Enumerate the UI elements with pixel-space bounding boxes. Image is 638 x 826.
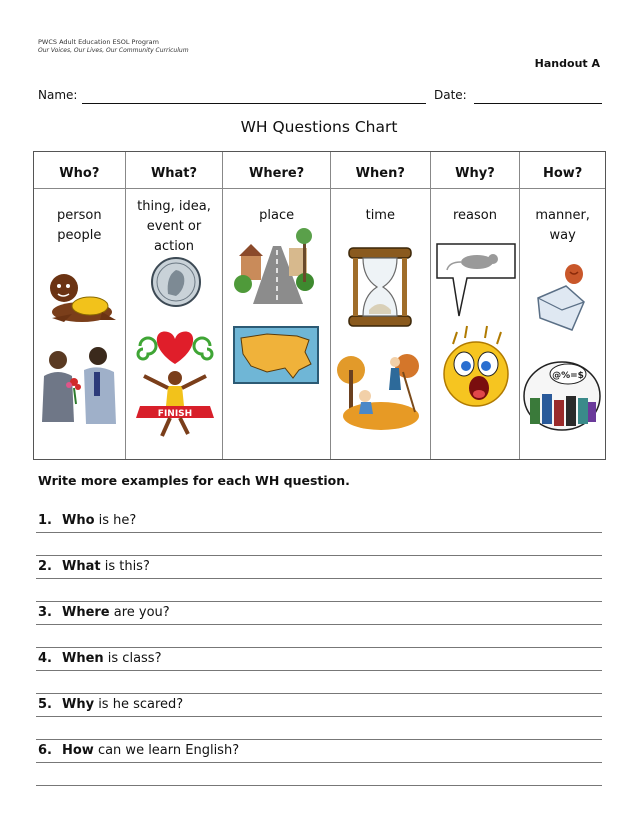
answer-line[interactable] <box>36 532 602 533</box>
answer-line[interactable] <box>36 555 602 556</box>
rat-thought-icon <box>433 240 519 320</box>
answer-line[interactable] <box>36 670 602 671</box>
column-examples: place <box>259 208 295 223</box>
handout-label: Handout A <box>534 57 600 70</box>
question-4 <box>38 651 161 666</box>
question-3 <box>38 605 170 620</box>
money-crowd-icon <box>522 352 602 432</box>
answer-line[interactable] <box>36 601 602 602</box>
column-header: When? <box>355 166 405 181</box>
instructions: Write more examples for each WH question. <box>38 473 350 488</box>
divider <box>223 188 330 189</box>
answer-line[interactable] <box>36 716 602 717</box>
chart-column-who <box>34 152 126 459</box>
question-word: Where <box>61 605 110 620</box>
question-2 <box>38 559 150 574</box>
baby-icon <box>42 262 118 326</box>
question-6 <box>38 743 239 758</box>
column-examples: thing, idea, event or action <box>137 199 211 254</box>
couple-flowers-icon <box>38 342 122 428</box>
page-title: WH Questions Chart <box>240 118 398 136</box>
column-examples: reason <box>452 208 497 223</box>
answer-line[interactable] <box>36 693 602 694</box>
question-5 <box>38 697 183 712</box>
question-number: 1. <box>38 513 52 528</box>
question-rest: is he scared? <box>94 697 184 712</box>
divider <box>34 188 125 189</box>
answer-line[interactable] <box>36 739 602 740</box>
divider <box>431 188 520 189</box>
question-word: Who <box>61 513 95 528</box>
chart-column-why <box>431 152 521 459</box>
question-number: 4. <box>38 651 52 666</box>
finish-runner-icon <box>132 368 218 438</box>
date-field[interactable] <box>474 103 602 104</box>
heart-icon <box>130 324 220 368</box>
answer-line[interactable] <box>36 785 602 786</box>
question-number: 6. <box>38 743 52 758</box>
column-examples: manner, way <box>535 208 590 243</box>
question-rest: are you? <box>109 605 170 620</box>
question-number: 5. <box>38 697 52 712</box>
autumn-leaves-icon <box>335 352 427 434</box>
curriculum-name: Our Voices, Our Lives, Our Community Curriculum <box>38 47 189 54</box>
question-word: What <box>61 559 101 574</box>
answer-line[interactable] <box>36 762 602 763</box>
question-1 <box>38 513 136 528</box>
scared-face-icon <box>439 324 513 416</box>
svg-text:FINISH: FINISH <box>157 409 192 419</box>
divider <box>520 188 605 189</box>
program-name: PWCS Adult Education ESOL Program <box>38 38 159 46</box>
usa-map-icon <box>233 326 319 384</box>
question-word: Why <box>61 697 95 712</box>
column-header: Why? <box>455 166 495 181</box>
question-rest: is class? <box>103 651 162 666</box>
hourglass-icon <box>347 246 413 328</box>
column-header: Where? <box>249 166 305 181</box>
chart-column-when <box>331 152 431 459</box>
name-date-row <box>38 88 602 106</box>
date-label: Date: <box>434 88 467 102</box>
money-sign-text: @%=$ <box>552 371 585 381</box>
question-number: 2. <box>38 559 52 574</box>
question-rest: is he? <box>94 513 137 528</box>
question-word: When <box>61 651 104 666</box>
envelope-bean-icon <box>532 262 592 332</box>
answer-line[interactable] <box>36 624 602 625</box>
chart-column-where <box>223 152 331 459</box>
question-word: How <box>61 743 94 758</box>
divider <box>331 188 430 189</box>
column-examples: time <box>365 208 395 223</box>
wh-questions-chart <box>33 151 606 460</box>
column-header: How? <box>542 166 583 181</box>
column-header: Who? <box>59 166 100 181</box>
chart-column-how <box>520 152 605 459</box>
question-rest: can we learn English? <box>93 743 240 758</box>
answer-line[interactable] <box>36 647 602 648</box>
chart-column-what <box>126 152 224 459</box>
column-header: What? <box>150 166 198 181</box>
question-number: 3. <box>38 605 52 620</box>
column-examples: person people <box>57 208 102 243</box>
divider <box>126 188 223 189</box>
answer-line[interactable] <box>36 578 602 579</box>
question-rest: is this? <box>100 559 150 574</box>
name-label: Name: <box>38 88 78 102</box>
coin-icon <box>150 256 202 308</box>
name-field[interactable] <box>82 103 426 104</box>
street-icon <box>233 226 315 306</box>
